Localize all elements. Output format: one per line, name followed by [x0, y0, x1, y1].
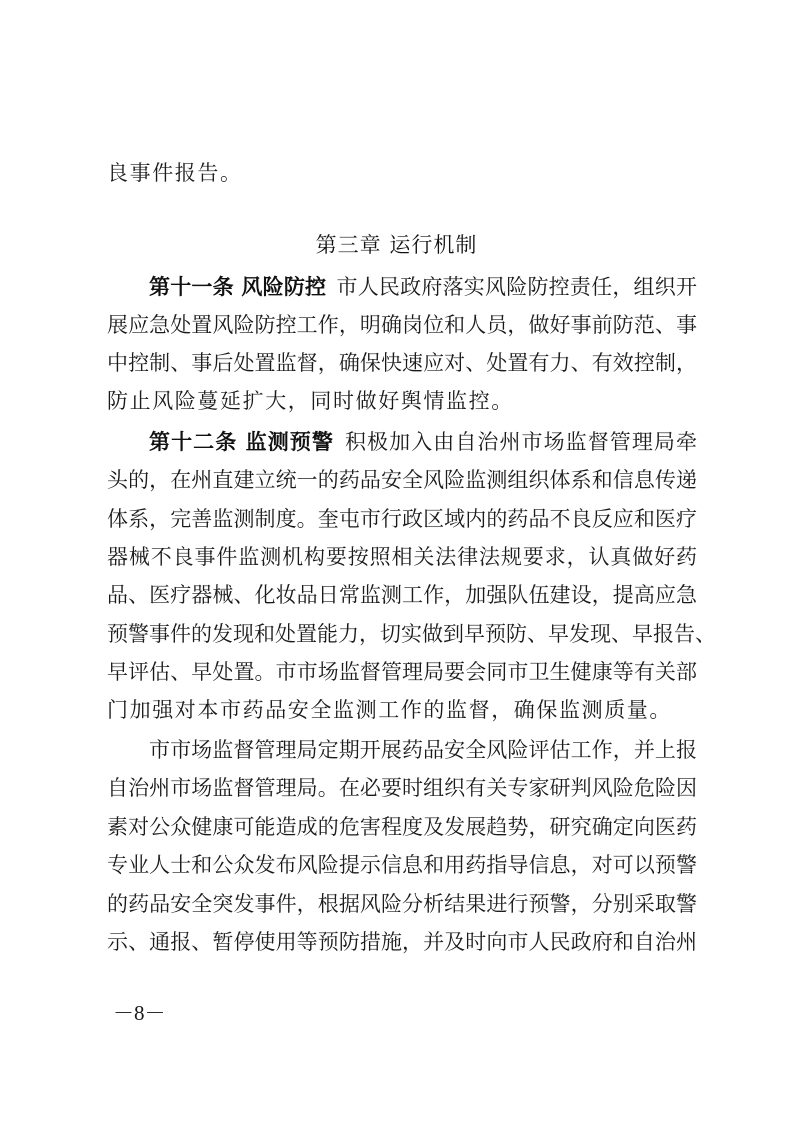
paragraph-line: 自治州市场监督管理局。在必要时组织有关专家研判风险危险因	[107, 776, 697, 800]
article-12-line: 器械不良事件监测机构要按照相关法律法规要求，认真做好药	[107, 545, 697, 569]
article-11-title: 第十一条 风险防控	[149, 275, 327, 299]
page-number: －8－	[113, 1001, 166, 1025]
article-12-first-line	[149, 427, 697, 457]
article-11-line: 展应急处置风险防控工作，明确岗位和人员，做好事前防范、事	[107, 313, 697, 337]
continuation-text: 良事件报告。	[107, 161, 243, 185]
paragraph-line: 素对公众健康可能造成的危害程度及发展趋势，研究确定向医药	[107, 815, 697, 839]
article-12-line: 预警事件的发现和处置能力，切实做到早预防、早发现、早报告、	[107, 622, 716, 646]
paragraph-line: 的药品安全突发事件，根据风险分析结果进行预警，分别采取警	[107, 892, 697, 916]
article-11-line: 市人民政府落实风险防控责任，组织开	[336, 275, 697, 299]
article-12-line: 体系，完善监测制度。奎屯市行政区域内的药品不良反应和医疗	[107, 507, 697, 531]
article-12-line: 早评估、早处置。市市场监督管理局要会同市卫生健康等有关部	[107, 660, 697, 684]
article-12-line: 头的，在州直建立统一的药品安全风险监测组织体系和信息传递	[107, 468, 697, 492]
article-12-line: 积极加入由自治州市场监督管理局牵	[343, 430, 698, 454]
article-11-line: 中控制、事后处置监督，确保快速应对、处置有力、有效控制，	[107, 351, 697, 375]
article-11-line: 防止风险蔓延扩大，同时做好舆情监控。	[107, 389, 514, 413]
article-11-first-line	[149, 272, 697, 302]
paragraph-line: 示、通报、暂停使用等预防措施，并及时向市人民政府和自治州	[107, 930, 697, 954]
paragraph-line: 专业人士和公众发布风险提示信息和用药指导信息，对可以预警	[107, 853, 697, 877]
chapter-heading: 第三章 运行机制	[315, 233, 478, 257]
article-12-title: 第十二条 监测预警	[149, 430, 334, 454]
paragraph-line: 市市场监督管理局定期开展药品安全风险评估工作，并上报	[149, 738, 697, 762]
article-12-line: 品、医疗器械、化妆品日常监测工作，加强队伍建设，提高应急	[107, 583, 697, 607]
article-12-line: 门加强对本市药品安全监测工作的监督，确保监测质量。	[107, 698, 672, 722]
